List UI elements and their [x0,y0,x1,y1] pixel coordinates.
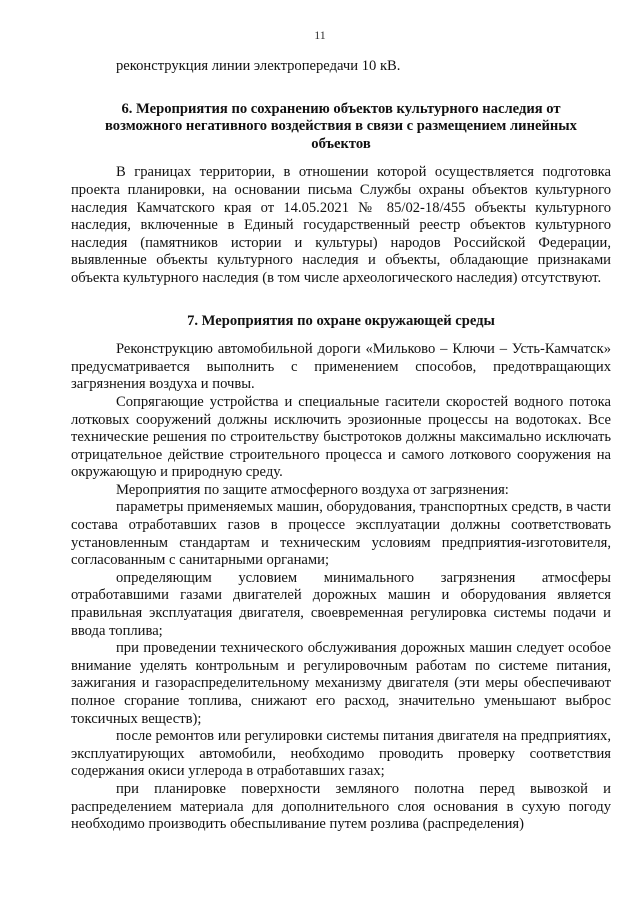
section-6-heading-line: возможного негативного воздействия в связи с размещением линейных [105,118,577,135]
page-number: 11 [314,28,326,42]
section-6-heading-line: 6. Мероприятия по сохранению объектов культурного наследия от [121,100,561,117]
section-7-list-item: при планировке поверхности земляного полотна перед вывозкой и распределением материала для дополнительного слоя основания в сухую погоду необходимо производить обеспыливание путем розлива (распределения) [71,780,611,833]
section-6-paragraph: В границах территории, в отношении которой осуществляется подготовка проекта планировки, на основании письма Службы охраны объектов культурного наследия Камчатского края от 14.05.2021 № 85/02-18/455 объекты культурного наследия, включенные в Единый государственный реестр объектов культурного наследия (памятников истории и культуры) народов Российской Федерации, выявленные объекты культурного наследия и объекты, обладающие признаками объекта культурного наследия (в том числе археологического наследия) отсутствуют. [71,164,611,286]
section-7-list-item: при проведении технического обслуживания дорожных машин следует особое внимание уделять контрольным и регулировочным работам по системе питания, зажигания и газораспределительному механизму двигателя (эти меры обеспечивают полное сгорание топлива, снижают его расход, значительно уменьшают выброс токсичных веществ); [71,640,611,727]
section-7-paragraph: Сопрягающие устройства и специальные гасители скоростей водного потока лотковых сооружений должны исключить эрозионные процессы на водотоках. Все технические решения по строительству быстротоков должны максимально исключать отрицательное действие строительного процесса и самого лоткового сооружения на окружающую и природную среду. [71,393,611,481]
section-7-paragraph: Мероприятия по защите атмосферного воздуха от загрязнения: [116,481,509,498]
section-7-list-item: параметры применяемых машин, оборудования, транспортных средств, в части состава отработавших газов в процессе эксплуатации должны соответствовать установленным стандартам и техническим условиям предприятия-изготовителя, согласованным с санитарными органами; [71,499,611,569]
section-6-heading [71,101,611,154]
document-body [71,58,611,834]
intro-line: реконструкция линии электропередачи 10 кВ. [116,58,401,74]
section-7-paragraph: Реконструкцию автомобильной дороги «Мильково – Ключи – Усть-Камчатск» предусматривается выполнить с применением способов, предотвращающих загрязнения воздуха и почвы. [71,341,611,393]
section-7-heading: 7. Мероприятия по охране окружающей среды [187,312,495,329]
section-6-heading-line: объектов [311,135,371,152]
section-7-list-item: после ремонтов или регулировки системы питания двигателя на предприятиях, эксплуатирующих автомобили, необходимо проводить проверку соответствия содержания окиси углерода в отработавших газах; [71,728,611,780]
section-7-list-item: определяющим условием минимального загрязнения атмосферы отработавшими газами двигателей дорожных машин и оборудования является правильная эксплуатация двигателя, своевременная регулировка системы подачи и ввода топлива; [71,569,611,639]
